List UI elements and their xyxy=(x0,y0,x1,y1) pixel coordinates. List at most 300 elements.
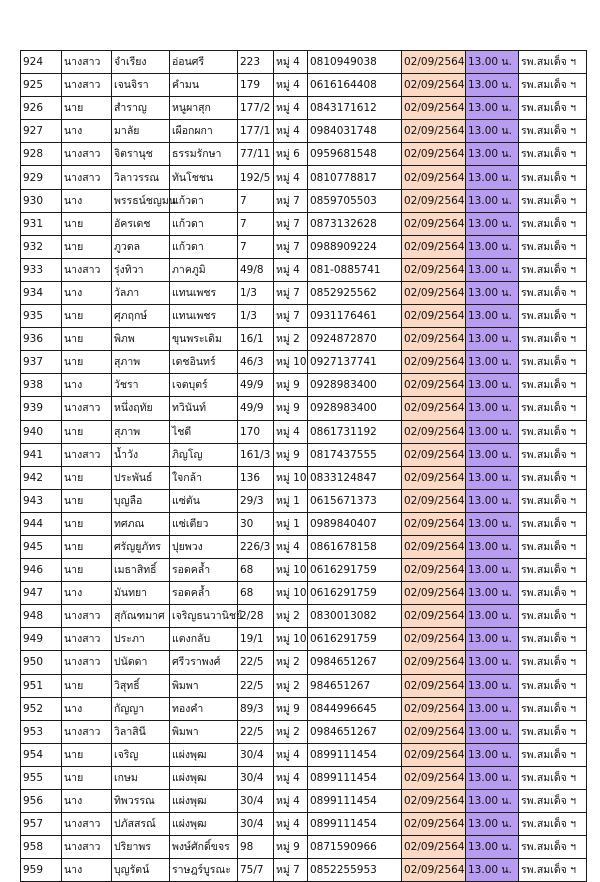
date-cell: 02/09/2564 xyxy=(402,559,466,582)
village-cell: หมู่ 7 xyxy=(274,212,308,235)
time-cell: 13.00 น. xyxy=(466,305,519,328)
last-name-cell: แผ่งพุฒ xyxy=(170,790,238,813)
phone-cell: 0989840407 xyxy=(308,512,402,535)
date-cell: 02/09/2564 xyxy=(402,628,466,651)
seq-no-cell: 948 xyxy=(21,605,62,628)
phone-cell: 0861678158 xyxy=(308,535,402,558)
last-name-cell: แก้วดา xyxy=(170,212,238,235)
table-row xyxy=(21,397,587,420)
first-name-cell: พรรธน์ชญมน xyxy=(112,189,170,212)
village-cell: หมู่ 4 xyxy=(274,120,308,143)
title-cell: นาย xyxy=(62,351,112,374)
village-cell: หมู่ 9 xyxy=(274,397,308,420)
village-cell: หมู่ 4 xyxy=(274,74,308,97)
title-cell: นาง xyxy=(62,582,112,605)
first-name-cell: วิสุทธิ์ xyxy=(112,674,170,697)
seq-no-cell: 942 xyxy=(21,466,62,489)
location-cell: รพ.สมเด็จ ฯ xyxy=(519,836,587,859)
last-name-cell: ปุยพวง xyxy=(170,535,238,558)
date-cell: 02/09/2564 xyxy=(402,720,466,743)
phone-cell: 0861731192 xyxy=(308,420,402,443)
title-cell: นาย xyxy=(62,305,112,328)
time-cell: 13.00 น. xyxy=(466,374,519,397)
first-name-cell: สุภาพ xyxy=(112,351,170,374)
time-cell: 13.00 น. xyxy=(466,258,519,281)
house-no-cell: 29/3 xyxy=(238,489,274,512)
phone-cell: 0873132628 xyxy=(308,212,402,235)
last-name-cell: แผ่งพุฒ xyxy=(170,813,238,836)
seq-no-cell: 932 xyxy=(21,235,62,258)
date-cell: 02/09/2564 xyxy=(402,305,466,328)
title-cell: นาง xyxy=(62,697,112,720)
table-row xyxy=(21,466,587,489)
phone-cell: 0859705503 xyxy=(308,189,402,212)
house-no-cell: 7 xyxy=(238,235,274,258)
table-row xyxy=(21,813,587,836)
house-no-cell: 49/9 xyxy=(238,374,274,397)
time-cell: 13.00 น. xyxy=(466,397,519,420)
first-name-cell: ศรัญยูภัทร xyxy=(112,535,170,558)
date-cell: 02/09/2564 xyxy=(402,582,466,605)
title-cell: นางสาว xyxy=(62,143,112,166)
title-cell: นางสาว xyxy=(62,443,112,466)
house-no-cell: 177/1 xyxy=(238,120,274,143)
phone-cell: 0899111454 xyxy=(308,790,402,813)
location-cell: รพ.สมเด็จ ฯ xyxy=(519,559,587,582)
table-row xyxy=(21,74,587,97)
table-row xyxy=(21,120,587,143)
phone-cell: 0615671373 xyxy=(308,489,402,512)
time-cell: 13.00 น. xyxy=(466,535,519,558)
seq-no-cell: 924 xyxy=(21,51,62,74)
house-no-cell: 161/3 xyxy=(238,443,274,466)
house-no-cell: 30/4 xyxy=(238,813,274,836)
first-name-cell: ประพันธ์ xyxy=(112,466,170,489)
phone-cell: 0817437555 xyxy=(308,443,402,466)
location-cell: รพ.สมเด็จ ฯ xyxy=(519,281,587,304)
house-no-cell: 170 xyxy=(238,420,274,443)
time-cell: 13.00 น. xyxy=(466,720,519,743)
first-name-cell: อัครเดช xyxy=(112,212,170,235)
last-name-cell: เดชอินทร์ xyxy=(170,351,238,374)
time-cell: 13.00 น. xyxy=(466,189,519,212)
house-no-cell: 30/4 xyxy=(238,743,274,766)
date-cell: 02/09/2564 xyxy=(402,813,466,836)
house-no-cell: 177/2 xyxy=(238,97,274,120)
seq-no-cell: 941 xyxy=(21,443,62,466)
table-row xyxy=(21,212,587,235)
table-row xyxy=(21,189,587,212)
first-name-cell: ทศภณ xyxy=(112,512,170,535)
phone-cell: 081-0885741 xyxy=(308,258,402,281)
first-name-cell: วิลาวรรณ xyxy=(112,166,170,189)
house-no-cell: 30/4 xyxy=(238,766,274,789)
date-cell: 02/09/2564 xyxy=(402,189,466,212)
seq-no-cell: 946 xyxy=(21,559,62,582)
table-row xyxy=(21,328,587,351)
last-name-cell: ศรีวราพงศ์ xyxy=(170,651,238,674)
first-name-cell: สุภาพ xyxy=(112,420,170,443)
house-no-cell: 98 xyxy=(238,836,274,859)
phone-cell: 0899111454 xyxy=(308,743,402,766)
last-name-cell: อ่อนศรี xyxy=(170,51,238,74)
house-no-cell: 68 xyxy=(238,559,274,582)
date-cell: 02/09/2564 xyxy=(402,97,466,120)
last-name-cell: ขุนพระเดิม xyxy=(170,328,238,351)
location-cell: รพ.สมเด็จ ฯ xyxy=(519,166,587,189)
table-row xyxy=(21,582,587,605)
title-cell: นาง xyxy=(62,790,112,813)
phone-cell: 0616291759 xyxy=(308,559,402,582)
date-cell: 02/09/2564 xyxy=(402,605,466,628)
village-cell: หมู่ 10 xyxy=(274,582,308,605)
village-cell: หมู่ 7 xyxy=(274,281,308,304)
time-cell: 13.00 น. xyxy=(466,443,519,466)
village-cell: หมู่ 10 xyxy=(274,559,308,582)
first-name-cell: มาลัย xyxy=(112,120,170,143)
table-row xyxy=(21,420,587,443)
seq-no-cell: 926 xyxy=(21,97,62,120)
date-cell: 02/09/2564 xyxy=(402,859,466,882)
table-row xyxy=(21,51,587,74)
last-name-cell: คำมน xyxy=(170,74,238,97)
time-cell: 13.00 น. xyxy=(466,651,519,674)
last-name-cell: แตงกลับ xyxy=(170,628,238,651)
first-name-cell: เจริญ xyxy=(112,743,170,766)
first-name-cell: วัลภา xyxy=(112,281,170,304)
time-cell: 13.00 น. xyxy=(466,859,519,882)
last-name-cell: ภาคภูมิ xyxy=(170,258,238,281)
title-cell: นาง xyxy=(62,374,112,397)
house-no-cell: 30/4 xyxy=(238,790,274,813)
village-cell: หมู่ 2 xyxy=(274,720,308,743)
first-name-cell: วิลาสินี xyxy=(112,720,170,743)
location-cell: รพ.สมเด็จ ฯ xyxy=(519,697,587,720)
seq-no-cell: 935 xyxy=(21,305,62,328)
last-name-cell: เจตบุตร์ xyxy=(170,374,238,397)
location-cell: รพ.สมเด็จ ฯ xyxy=(519,305,587,328)
location-cell: รพ.สมเด็จ ฯ xyxy=(519,443,587,466)
date-cell: 02/09/2564 xyxy=(402,651,466,674)
phone-cell: 0924872870 xyxy=(308,328,402,351)
village-cell: หมู่ 4 xyxy=(274,97,308,120)
village-cell: หมู่ 10 xyxy=(274,466,308,489)
village-cell: หมู่ 4 xyxy=(274,790,308,813)
first-name-cell: เกษม xyxy=(112,766,170,789)
phone-cell: 0959681548 xyxy=(308,143,402,166)
location-cell: รพ.สมเด็จ ฯ xyxy=(519,397,587,420)
title-cell: นางสาว xyxy=(62,720,112,743)
phone-cell: 0988909224 xyxy=(308,235,402,258)
table-row xyxy=(21,97,587,120)
date-cell: 02/09/2564 xyxy=(402,420,466,443)
seq-no-cell: 934 xyxy=(21,281,62,304)
seq-no-cell: 954 xyxy=(21,743,62,766)
table-row xyxy=(21,697,587,720)
table-row xyxy=(21,651,587,674)
phone-cell: 0616164408 xyxy=(308,74,402,97)
location-cell: รพ.สมเด็จ ฯ xyxy=(519,258,587,281)
location-cell: รพ.สมเด็จ ฯ xyxy=(519,743,587,766)
first-name-cell: ปริยาพร xyxy=(112,836,170,859)
last-name-cell: รอดคล้ำ xyxy=(170,582,238,605)
seq-no-cell: 925 xyxy=(21,74,62,97)
phone-cell: 0928983400 xyxy=(308,374,402,397)
phone-cell: 0899111454 xyxy=(308,766,402,789)
house-no-cell: 7 xyxy=(238,212,274,235)
date-cell: 02/09/2564 xyxy=(402,535,466,558)
phone-cell: 0928983400 xyxy=(308,397,402,420)
time-cell: 13.00 น. xyxy=(466,466,519,489)
seq-no-cell: 958 xyxy=(21,836,62,859)
time-cell: 13.00 น. xyxy=(466,351,519,374)
date-cell: 02/09/2564 xyxy=(402,397,466,420)
title-cell: นาย xyxy=(62,97,112,120)
seq-no-cell: 929 xyxy=(21,166,62,189)
location-cell: รพ.สมเด็จ ฯ xyxy=(519,189,587,212)
last-name-cell: ทวินันท์ xyxy=(170,397,238,420)
location-cell: รพ.สมเด็จ ฯ xyxy=(519,813,587,836)
table-row xyxy=(21,351,587,374)
time-cell: 13.00 น. xyxy=(466,743,519,766)
village-cell: หมู่ 9 xyxy=(274,697,308,720)
house-no-cell: 192/5 xyxy=(238,166,274,189)
location-cell: รพ.สมเด็จ ฯ xyxy=(519,628,587,651)
table-row xyxy=(21,143,587,166)
last-name-cell: แซ่ตัน xyxy=(170,489,238,512)
last-name-cell: ทันโชชน xyxy=(170,166,238,189)
village-cell: หมู่ 2 xyxy=(274,605,308,628)
title-cell: นางสาว xyxy=(62,397,112,420)
date-cell: 02/09/2564 xyxy=(402,790,466,813)
village-cell: หมู่ 4 xyxy=(274,258,308,281)
time-cell: 13.00 น. xyxy=(466,582,519,605)
seq-no-cell: 953 xyxy=(21,720,62,743)
first-name-cell: ศุภฤกษ์ xyxy=(112,305,170,328)
time-cell: 13.00 น. xyxy=(466,51,519,74)
date-cell: 02/09/2564 xyxy=(402,743,466,766)
title-cell: นาย xyxy=(62,559,112,582)
table-row xyxy=(21,559,587,582)
village-cell: หมู่ 1 xyxy=(274,512,308,535)
date-cell: 02/09/2564 xyxy=(402,235,466,258)
phone-cell: 0852255953 xyxy=(308,859,402,882)
seq-no-cell: 937 xyxy=(21,351,62,374)
house-no-cell: 19/1 xyxy=(238,628,274,651)
title-cell: นางสาว xyxy=(62,651,112,674)
table-row xyxy=(21,790,587,813)
last-name-cell: ไชดี xyxy=(170,420,238,443)
phone-cell: 0984031748 xyxy=(308,120,402,143)
time-cell: 13.00 น. xyxy=(466,420,519,443)
time-cell: 13.00 น. xyxy=(466,166,519,189)
title-cell: นางสาว xyxy=(62,813,112,836)
location-cell: รพ.สมเด็จ ฯ xyxy=(519,790,587,813)
last-name-cell: เจริญธนวานิชย์ xyxy=(170,605,238,628)
last-name-cell: เผือกผกา xyxy=(170,120,238,143)
time-cell: 13.00 น. xyxy=(466,766,519,789)
title-cell: นาย xyxy=(62,466,112,489)
title-cell: นาง xyxy=(62,120,112,143)
time-cell: 13.00 น. xyxy=(466,813,519,836)
location-cell: รพ.สมเด็จ ฯ xyxy=(519,374,587,397)
time-cell: 13.00 น. xyxy=(466,74,519,97)
time-cell: 13.00 น. xyxy=(466,120,519,143)
date-cell: 02/09/2564 xyxy=(402,489,466,512)
house-no-cell: 2/28 xyxy=(238,605,274,628)
phone-cell: 0871590966 xyxy=(308,836,402,859)
village-cell: หมู่ 7 xyxy=(274,305,308,328)
phone-cell: 0833124847 xyxy=(308,466,402,489)
location-cell: รพ.สมเด็จ ฯ xyxy=(519,97,587,120)
village-cell: หมู่ 10 xyxy=(274,628,308,651)
location-cell: รพ.สมเด็จ ฯ xyxy=(519,212,587,235)
date-cell: 02/09/2564 xyxy=(402,443,466,466)
village-cell: หมู่ 9 xyxy=(274,836,308,859)
location-cell: รพ.สมเด็จ ฯ xyxy=(519,859,587,882)
last-name-cell: แก้วดา xyxy=(170,235,238,258)
last-name-cell: แทนเพชร xyxy=(170,281,238,304)
table-row xyxy=(21,628,587,651)
table-row xyxy=(21,489,587,512)
village-cell: หมู่ 9 xyxy=(274,443,308,466)
first-name-cell: ภูวดล xyxy=(112,235,170,258)
title-cell: นาย xyxy=(62,766,112,789)
date-cell: 02/09/2564 xyxy=(402,766,466,789)
house-no-cell: 22/5 xyxy=(238,674,274,697)
house-no-cell: 16/1 xyxy=(238,328,274,351)
time-cell: 13.00 น. xyxy=(466,790,519,813)
date-cell: 02/09/2564 xyxy=(402,166,466,189)
house-no-cell: 49/8 xyxy=(238,258,274,281)
phone-cell: 0899111454 xyxy=(308,813,402,836)
seq-no-cell: 927 xyxy=(21,120,62,143)
title-cell: นาย xyxy=(62,674,112,697)
house-no-cell: 75/7 xyxy=(238,859,274,882)
last-name-cell: ใจกล้า xyxy=(170,466,238,489)
last-name-cell: พิมพา xyxy=(170,674,238,697)
title-cell: นางสาว xyxy=(62,74,112,97)
date-cell: 02/09/2564 xyxy=(402,328,466,351)
phone-cell: 0616291759 xyxy=(308,628,402,651)
seq-no-cell: 944 xyxy=(21,512,62,535)
seq-no-cell: 955 xyxy=(21,766,62,789)
table-row xyxy=(21,443,587,466)
phone-cell: 0830013082 xyxy=(308,605,402,628)
date-cell: 02/09/2564 xyxy=(402,212,466,235)
seq-no-cell: 940 xyxy=(21,420,62,443)
title-cell: นาย xyxy=(62,235,112,258)
time-cell: 13.00 น. xyxy=(466,281,519,304)
last-name-cell: พิมพา xyxy=(170,720,238,743)
last-name-cell: แซ่เตียว xyxy=(170,512,238,535)
first-name-cell: ปนัดดา xyxy=(112,651,170,674)
location-cell: รพ.สมเด็จ ฯ xyxy=(519,489,587,512)
date-cell: 02/09/2564 xyxy=(402,51,466,74)
village-cell: หมู่ 2 xyxy=(274,651,308,674)
first-name-cell: ปภัสสรณ์ xyxy=(112,813,170,836)
village-cell: หมู่ 4 xyxy=(274,535,308,558)
time-cell: 13.00 น. xyxy=(466,97,519,120)
house-no-cell: 1/3 xyxy=(238,305,274,328)
first-name-cell: วัชรา xyxy=(112,374,170,397)
first-name-cell: ประภา xyxy=(112,628,170,651)
village-cell: หมู่ 4 xyxy=(274,813,308,836)
house-no-cell: 223 xyxy=(238,51,274,74)
village-cell: หมู่ 10 xyxy=(274,351,308,374)
location-cell: รพ.สมเด็จ ฯ xyxy=(519,120,587,143)
last-name-cell: ภิญโญ xyxy=(170,443,238,466)
title-cell: นาย xyxy=(62,743,112,766)
table-row xyxy=(21,374,587,397)
seq-no-cell: 928 xyxy=(21,143,62,166)
location-cell: รพ.สมเด็จ ฯ xyxy=(519,235,587,258)
time-cell: 13.00 น. xyxy=(466,235,519,258)
house-no-cell: 68 xyxy=(238,582,274,605)
time-cell: 13.00 น. xyxy=(466,628,519,651)
location-cell: รพ.สมเด็จ ฯ xyxy=(519,143,587,166)
village-cell: หมู่ 4 xyxy=(274,166,308,189)
first-name-cell: ทิพวรรณ xyxy=(112,790,170,813)
house-no-cell: 22/5 xyxy=(238,720,274,743)
first-name-cell: น้ำวัง xyxy=(112,443,170,466)
village-cell: หมู่ 7 xyxy=(274,235,308,258)
date-cell: 02/09/2564 xyxy=(402,74,466,97)
location-cell: รพ.สมเด็จ ฯ xyxy=(519,674,587,697)
house-no-cell: 136 xyxy=(238,466,274,489)
village-cell: หมู่ 4 xyxy=(274,743,308,766)
seq-no-cell: 943 xyxy=(21,489,62,512)
last-name-cell: ทองคำ xyxy=(170,697,238,720)
table-row xyxy=(21,512,587,535)
phone-cell: 0984651267 xyxy=(308,651,402,674)
village-cell: หมู่ 4 xyxy=(274,420,308,443)
time-cell: 13.00 น. xyxy=(466,697,519,720)
first-name-cell: เมธาสิทธิ์ xyxy=(112,559,170,582)
house-no-cell: 226/3 xyxy=(238,535,274,558)
location-cell: รพ.สมเด็จ ฯ xyxy=(519,351,587,374)
house-no-cell: 7 xyxy=(238,189,274,212)
seq-no-cell: 933 xyxy=(21,258,62,281)
first-name-cell: จำเรียง xyxy=(112,51,170,74)
location-cell: รพ.สมเด็จ ฯ xyxy=(519,51,587,74)
location-cell: รพ.สมเด็จ ฯ xyxy=(519,74,587,97)
table-row xyxy=(21,258,587,281)
house-no-cell: 77/11 xyxy=(238,143,274,166)
table-row xyxy=(21,605,587,628)
table-row xyxy=(21,766,587,789)
first-name-cell: บุญลือ xyxy=(112,489,170,512)
location-cell: รพ.สมเด็จ ฯ xyxy=(519,328,587,351)
house-no-cell: 89/3 xyxy=(238,697,274,720)
time-cell: 13.00 น. xyxy=(466,674,519,697)
title-cell: นาย xyxy=(62,212,112,235)
title-cell: นางสาว xyxy=(62,836,112,859)
first-name-cell: หนึ่งฤทัย xyxy=(112,397,170,420)
date-cell: 02/09/2564 xyxy=(402,120,466,143)
seq-no-cell: 938 xyxy=(21,374,62,397)
village-cell: หมู่ 4 xyxy=(274,51,308,74)
first-name-cell: บุญรัตน์ xyxy=(112,859,170,882)
date-cell: 02/09/2564 xyxy=(402,374,466,397)
seq-no-cell: 947 xyxy=(21,582,62,605)
phone-cell: 0984651267 xyxy=(308,720,402,743)
village-cell: หมู่ 7 xyxy=(274,859,308,882)
date-cell: 02/09/2564 xyxy=(402,512,466,535)
phone-cell: 0844996645 xyxy=(308,697,402,720)
phone-cell: 984651267 xyxy=(308,674,402,697)
seq-no-cell: 957 xyxy=(21,813,62,836)
